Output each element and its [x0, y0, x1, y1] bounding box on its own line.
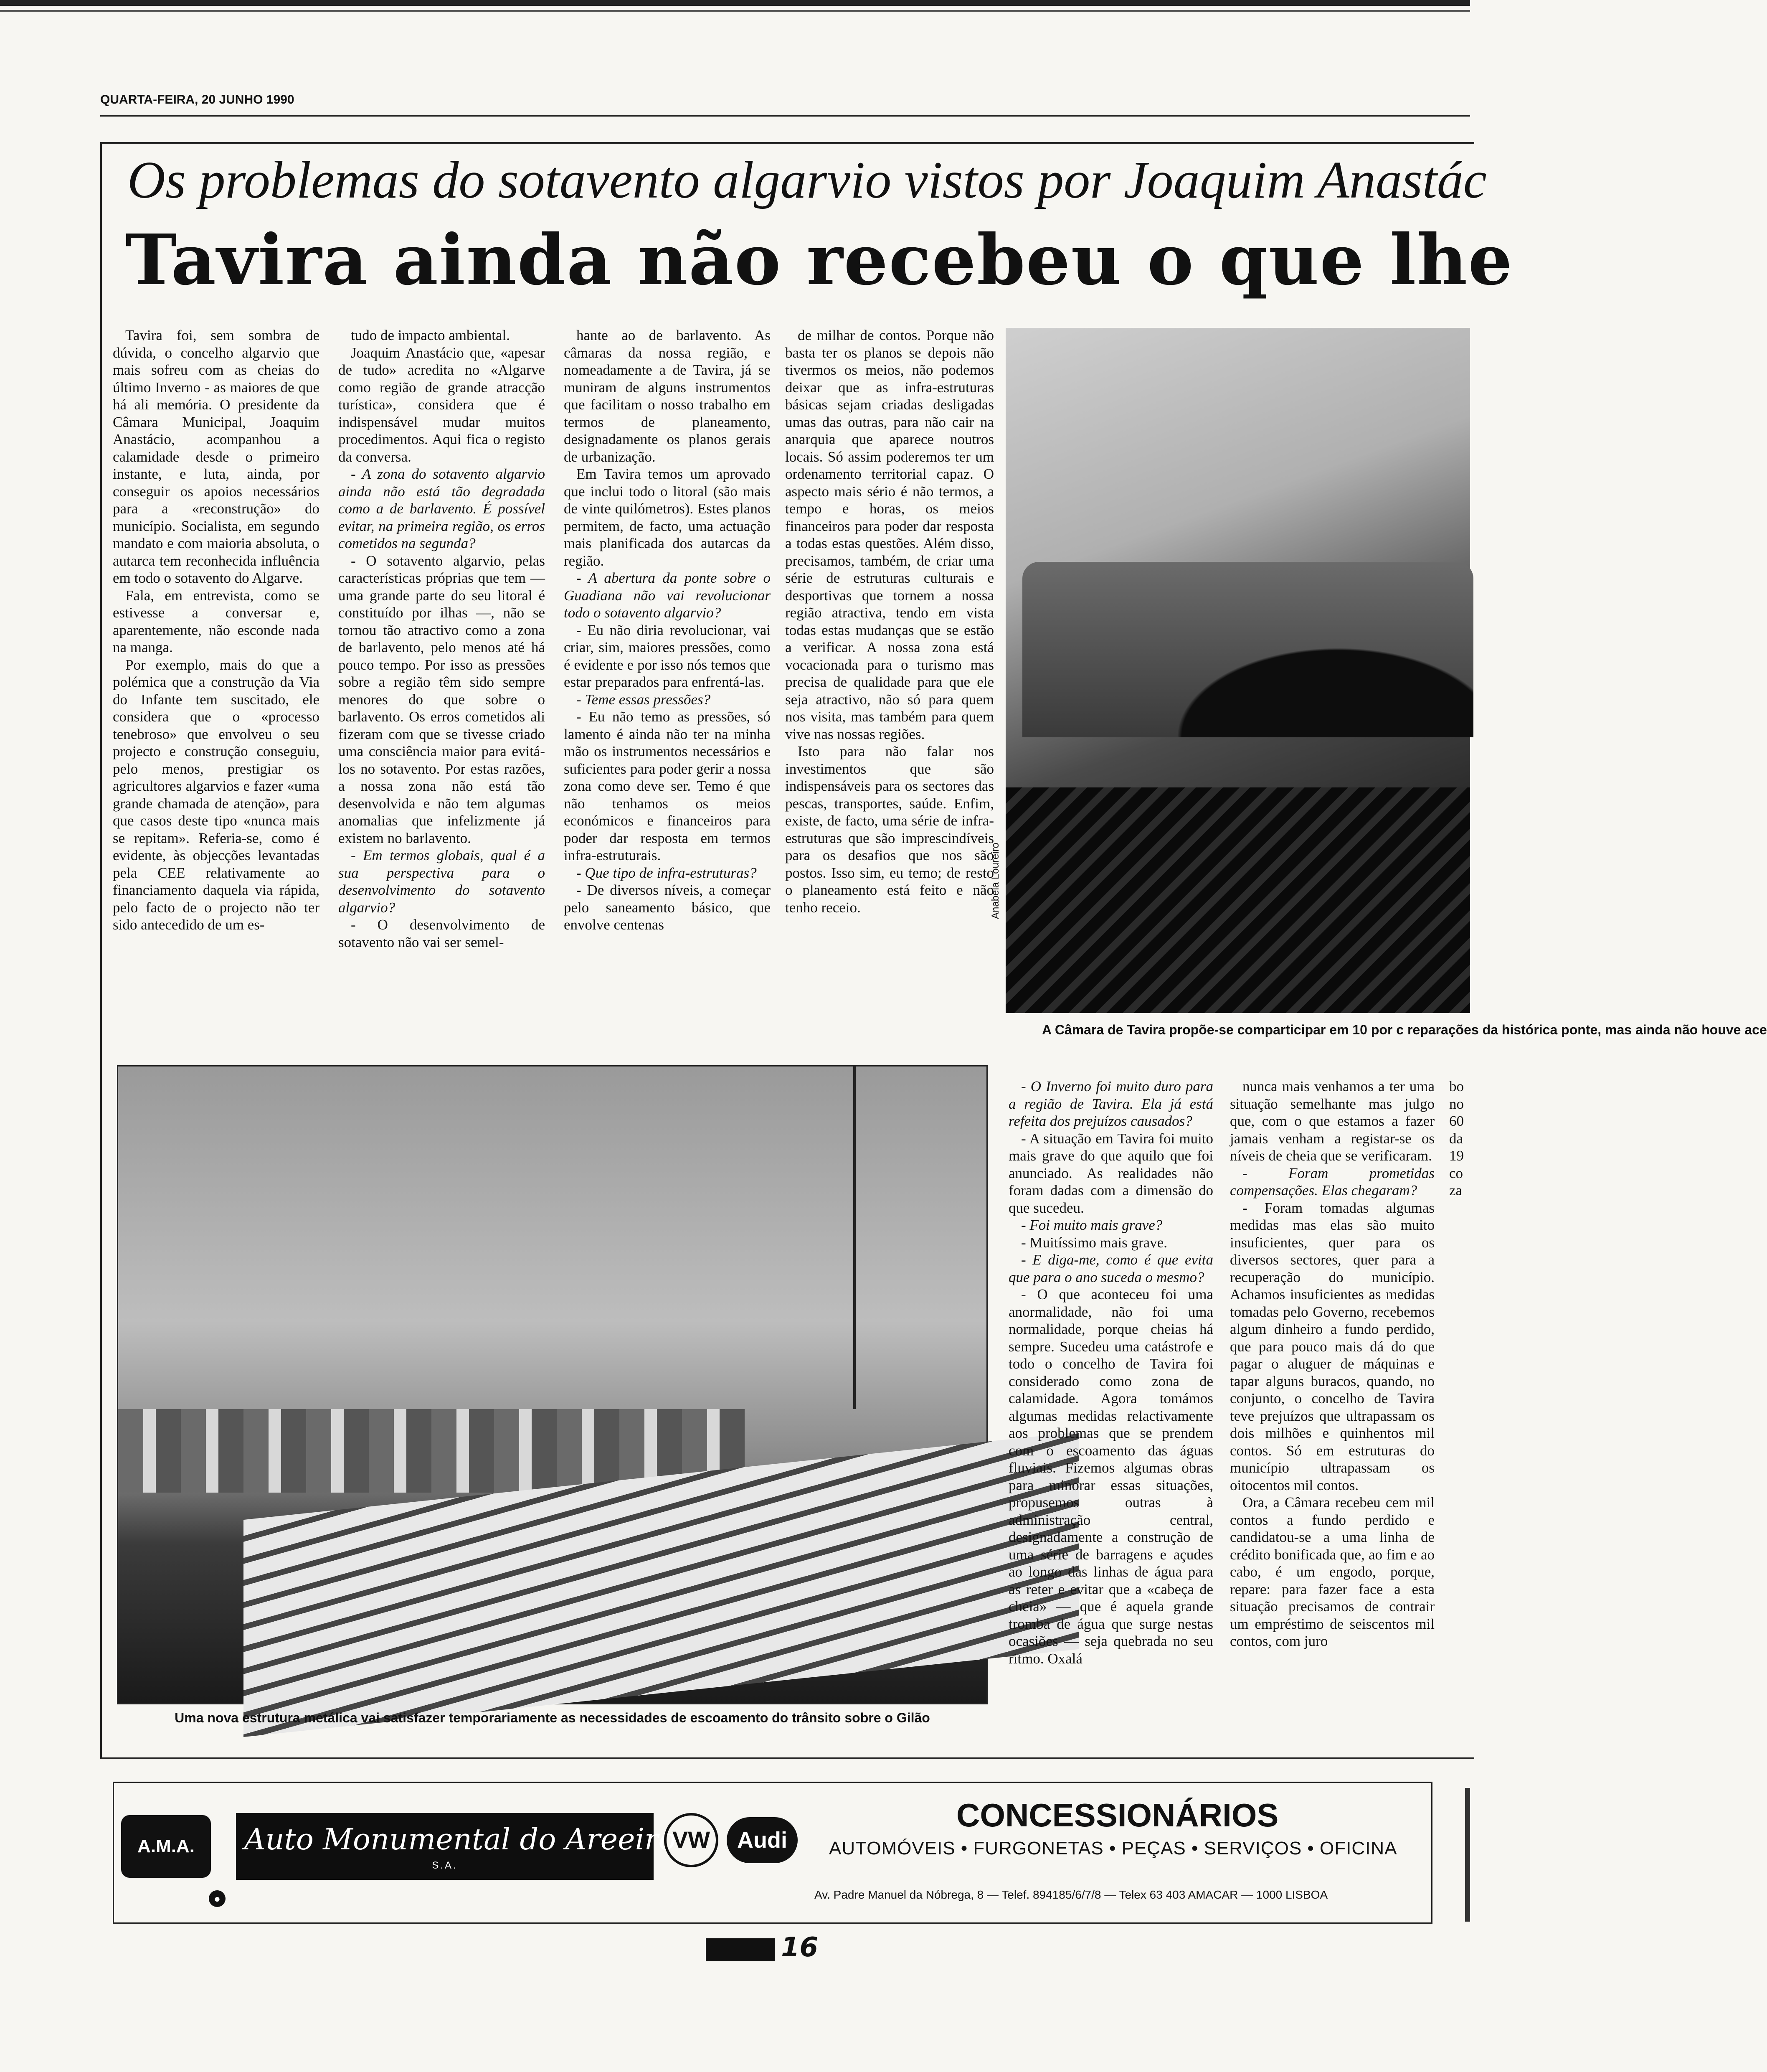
- paragraph: - Eu não temo as pressões, só lamento é ainda não ter na minha mão os instrumentos necessários e suficientes para poder gerir a nossa zona como deve ser. Temo é que não tenhamos os meios económicos e financeiros para poder dar resposta em termos infra-estruturais.: [564, 708, 771, 863]
- paragraph: - O desenvolvimento de sotavento não vai ser semel-: [338, 917, 545, 950]
- top-rule: [0, 10, 1470, 12]
- paragraph: tudo de impacto ambiental.: [351, 327, 510, 343]
- paragraph: - Eu não diria revolucionar, vai criar, sim, maiores pressões, como é evidente e por isso nós temos que estar preparados para enfrentá-las.: [564, 622, 771, 690]
- paragraph: - O que aconteceu foi uma anormalidade, não foi uma normalidade, porque cheias há sempre. Sucedeu uma catástrofe e todo o concelho de Tavira foi considerado como zona de calamidade. Agora tomámos algumas medidas relactivamente aos problemas que se prendem com o escoamento das águas fluviais. Fizemos algumas obras para minorar essas situações, propusemos outras à administração central, designadamente a construção de uma série de barragens e açudes ao longo das linhas de água para as reter e evitar que a «cabeça de cheia» — que é aquela grande tromba de água que surge nestas ocasiões — seja quebrada no seu ritmo. Oxalá: [1009, 1286, 1213, 1667]
- article-kicker: Os problemas do sotavento algarvio vistos por Joaquim Anastác: [127, 151, 1487, 209]
- paragraph: de milhar de contos. Porque não basta ter os planos se depois não tivermos os meios, não podemos deixar que as infra-estruturas básicas sejam criadas desligadas umas das outras, para não cair na anarquia que aparece noutros locais. Só assim poderemos ter um ordenamento territorial capaz. O aspecto mais sério é não termos, a tempo e horas, os meios financeiros para poder dar resposta a todas estas questões. Além disso, precisamos, também, de criar uma série de estruturas culturais e desportivas que tornem a nossa região atractiva, tendo em vista todas estas mudanças que se estão a verificar. A nossa zona está vocacionada para o turismo mas precisa de qualidade para que ele seja atractivo, não só para quem nos visita, mas também para quem vive nas nossas regiões.: [785, 327, 994, 742]
- publication-logo: [706, 1938, 775, 1961]
- dealer-suffix: S.A.: [432, 1860, 458, 1871]
- paragraph: Isto para não falar nos investimentos que são indispensáveis para os sectores das pescas, transportes, saúde. Enfim, existe, de facto, uma série de infra-estruturas que são imprescindíveis para os desafios que nos são postos. Isso sim, eu temo; de resto o planeamento está feito e não tenho receio.: [785, 743, 994, 916]
- crane-cable: [853, 1066, 856, 1409]
- paragraph: Ora, a Câmara recebeu cem mil contos a fundo perdido e candidatou-se a uma linha de crédito bonificada que, ao fim e ao cabo, é um engodo, porque, repare: para fazer face a esta situação precisamos de contrair um empréstimo de seiscentos mil contos, com juro: [1230, 1494, 1435, 1649]
- paragraph: Fala, em entrevista, como se estivesse a conversar e, aparentemente, não esconde nada na manga.: [113, 587, 319, 655]
- article-column-5: [1009, 1078, 1213, 1667]
- vw-logo-icon: VW: [664, 1813, 718, 1867]
- paragraph: - O Inverno foi muito duro para a região de Tavira. Ela já está refeita dos prejuízos causados?: [1009, 1078, 1213, 1129]
- paragraph: Por exemplo, mais do que a polémica que a construção da Via do Infante tem suscitado, ele considera que o «processo tenebroso» que envolveu o seu projecto e construção conseguiu, pelo menos, prestigiar os agricultores algarvios e fazer «uma grande chamada de atenção», para que casos deste tipo «nunca mais se repitam». Referia-se, como é evidente, às objecções levantadas pela CEE relativamente ao financiamento daquela via rápida, pelo facto de o projecto não ter sido antecedido de um es-: [113, 656, 319, 933]
- bridge-photo-caption: A Câmara de Tavira propõe-se comparticipar em 10 por c reparações da histórica ponte, mas ainda não houve ace: [1042, 1022, 1767, 1037]
- article-column-6: [1230, 1078, 1435, 1650]
- paragraph: - A zona do sotavento algarvio ainda não está tão degradada como a de barlavento. É possível evitar, na primeira região, os erros cometidos na segunda?: [338, 466, 545, 551]
- article-column-4: [785, 327, 994, 916]
- dealer-logo: [236, 1813, 676, 1880]
- date-rule: [100, 115, 1470, 117]
- paragraph: - A abertura da ponte sobre o Guadiana não vai revolucionar todo o sotavento algarvio?: [564, 570, 771, 621]
- construction-photo: [117, 1065, 988, 1704]
- paragraph: - Em termos globais, qual é a sua perspectiva para o desenvolvimento do sotavento algarvio?: [338, 847, 545, 916]
- iron-railing: [1006, 787, 1470, 1013]
- paragraph: Tavira foi, sem sombra de dúvida, o concelho algarvio que mais sofreu com as cheias do último Inverno - as maiores de que há ali memória. O presidente da Câmara Municipal, Joaquim Anastácio, acompanhou a calamidade desde o primeiro instante, e luta, ainda, por conseguir os apoios necessários para a «reconstrução» do município. Socialista, em segundo mandato e com maioria absoluta, o autarca tem reconhecida influência em todo o sotavento do Algarve.: [113, 327, 319, 586]
- paragraph: Joaquim Anastácio que, «apesar de tudo» acredita no «Algarve como região de grande atracção turística», considera que é indispensável mudar muitos procedimentos. Aqui fica o registo da conversa.: [338, 344, 545, 465]
- ad-address: Av. Padre Manuel da Nóbrega, 8 — Telef. 894185/6/7/8 — Telex 63 403 AMACAR — 1000 LISBOA: [814, 1888, 1328, 1901]
- article-column-1: [113, 327, 319, 934]
- ad-title: CONCESSIONÁRIOS: [956, 1797, 1279, 1833]
- page-number: 16: [781, 1932, 819, 1963]
- emblem-icon: ●: [209, 1890, 226, 1907]
- paragraph: - Que tipo de infra-estruturas?: [576, 864, 757, 881]
- article-headline: Tavira ainda não recebeu o que lhe: [125, 219, 1513, 301]
- right-edge-ad: [1465, 1788, 1470, 1922]
- paragraph: - O sotavento algarvio, pelas características próprias que tem — uma grande parte do seu litoral é constituído por ilhas —, não se tornou tão atractivo como a zona de barlavento, pelo menos até há pouco tempo. Por isso as pressões sobre a região têm sido sempre menores do que sobre o barlavento. Os erros cometidos ali fizeram com que se tivesse criado uma consciência maior para evitá-los no sotavento. Por estas razões, a nossa zona não está tão desenvolvida e não tem algumas anomalias que infelizmente já existem no barlavento.: [338, 552, 545, 846]
- construction-photo-caption: Uma nova estrutura metálica vai satisfazer temporariamente as necessidades de escoamento do trânsito sobre o Gilão: [175, 1710, 930, 1725]
- ad-services: AUTOMÓVEIS • FURGONETAS • PEÇAS • SERVIÇOS • OFICINA: [829, 1838, 1397, 1859]
- ama-logo: A.M.A.: [121, 1815, 211, 1878]
- paragraph: - Foi muito mais grave?: [1021, 1217, 1163, 1233]
- article-column-3: [564, 327, 771, 934]
- dealer-name: Auto Monumental do Areeiro: [244, 1822, 676, 1856]
- bridge-arch: [1022, 562, 1473, 737]
- paragraph: - De diversos níveis, a começar pelo saneamento básico, que envolve centenas: [564, 882, 771, 933]
- paragraph: - Muitíssimo mais grave.: [1021, 1234, 1167, 1251]
- audi-logo-icon: Audi: [727, 1817, 798, 1863]
- paragraph: - E diga-me, como é que evita que para o ano suceda o mesmo?: [1009, 1252, 1213, 1285]
- paragraph: nunca mais venhamos a ter uma situação semelhante mas julgo que, com o que estamos a fazer jamais venham a registar-se os níveis de cheia que se verificaram.: [1230, 1078, 1435, 1164]
- page-date: QUARTA-FEIRA, 20 JUNHO 1990: [100, 93, 294, 107]
- photo-credit: Anabela Loureiro: [990, 843, 1001, 919]
- article-column-2: [338, 327, 545, 951]
- paragraph: - Foram prometidas compensações. Elas chegaram?: [1230, 1165, 1435, 1199]
- top-border: [0, 0, 1470, 6]
- bridge-photo: [1006, 328, 1470, 1013]
- paragraph: - Teme essas pressões?: [576, 691, 711, 708]
- paragraph: - Foram tomadas algumas medidas mas elas são muito insuficientes, quer para os diversos sectores, quer para a recuperação do município. Achamos insuficientes as medidas tomadas pelo Governo, recebemos algum dinheiro a fundo perdido, que para pouco mais dá do que pagar o aluguer de máquinas e tapar alguns buracos, quando, no conjunto, o concelho de Tavira teve prejuízos que ultrapassam os dois milhões e quinhentos mil contos. Só em estruturas do município ultrapassam os oitocentos mil contos.: [1230, 1199, 1435, 1493]
- paragraph: Em Tavira temos um aprovado que inclui todo o litoral (são mais de vinte quilómetros). Estes planos permitem, de facto, uma actuação mais planificada dos autarcas da região.: [564, 466, 771, 569]
- paragraph: - A situação em Tavira foi muito mais grave do que aquilo que foi anunciado. As realidades não foram dadas com a dimensão do que sucedeu.: [1009, 1130, 1213, 1216]
- paragraph: hante ao de barlavento. As câmaras da nossa região, e nomeadamente a de Tavira, já se muniram de alguns instrumentos que facilitam o nosso trabalho em termos de planeamento, designadamente os planos gerais de urbanização.: [564, 327, 771, 465]
- paragraph: bo no 60 da 19 co za: [1449, 1078, 1464, 1199]
- article-column-7-clipped: [1449, 1078, 1470, 1199]
